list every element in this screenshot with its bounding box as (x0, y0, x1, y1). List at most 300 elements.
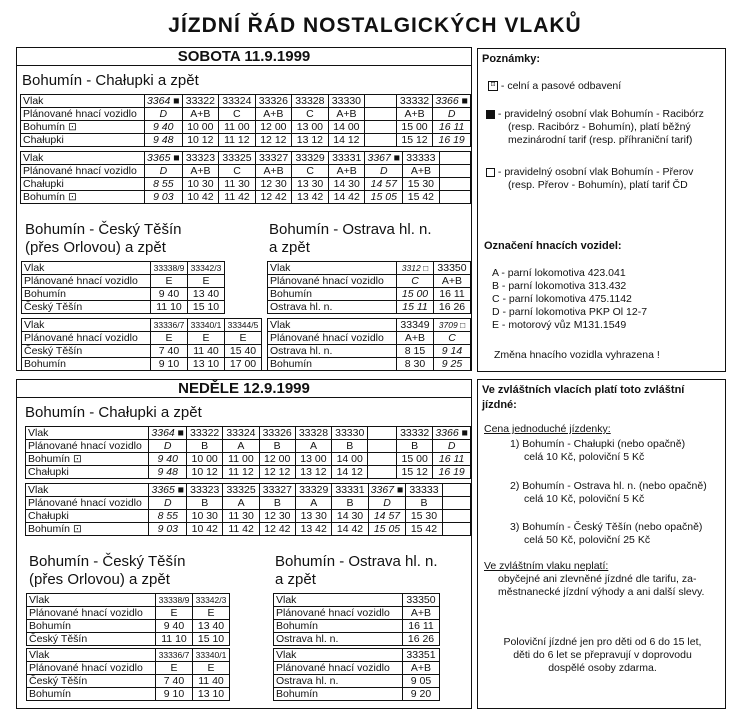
saturday-panel (16, 47, 472, 371)
table-cell: 15 10 (188, 301, 225, 314)
table-cell: 3366 ■ (433, 427, 471, 440)
saturday-header: SOBOTA 11.9.1999 (17, 48, 471, 66)
note-customs-text: - celní a pasové odbavení (500, 80, 622, 92)
table-cell: 14 12 (328, 134, 365, 147)
table-cell: E (156, 662, 193, 675)
invalid-heading: Ve zvláštním vlaku neplatí: (484, 560, 609, 572)
loco-b: B - parní lokomotiva 313.432 (492, 280, 627, 292)
table-cell: 13 12 (292, 134, 329, 147)
table-row (21, 134, 471, 147)
table-cell: 15 10 (193, 633, 230, 646)
note-prerov-line-2: (resp. Přerov - Bohumín), platí tarif ČD (508, 179, 688, 191)
table-cell: 33331 (328, 152, 365, 165)
table-cell: 33324 (223, 427, 259, 440)
fares-heading-2: jízdné: (482, 399, 517, 411)
table-cell: C (397, 275, 434, 288)
row-label-cell: Vlak (274, 649, 403, 662)
table-cell: 15 05 (368, 523, 406, 536)
table-cell: 12 12 (255, 134, 292, 147)
timetable (26, 593, 230, 646)
table-cell (442, 510, 470, 523)
table-cell (439, 152, 470, 165)
table-cell: A+B (434, 275, 471, 288)
sunday-panel (16, 379, 472, 709)
table-cell: C (292, 165, 329, 178)
table-cell: 33332 (396, 95, 433, 108)
row-label-cell: Bohumín (27, 620, 156, 633)
row-label-cell: Vlak (21, 152, 145, 165)
note-customs (486, 80, 621, 93)
row-label-cell: Český Těšín (22, 301, 151, 314)
table-cell: D (368, 497, 406, 510)
row-label-cell: Plánované hnací vozidlo (274, 607, 403, 620)
table-cell: A+B (396, 108, 433, 121)
table-cell: 33342/3 (188, 262, 225, 275)
row-label-cell: Bohumín ⊡ (21, 191, 145, 204)
row-label-cell: Český Těšín (27, 675, 156, 688)
table-cell: 10 12 (182, 134, 219, 147)
table-cell: 9 03 (149, 523, 187, 536)
table-row (274, 662, 440, 675)
table-cell: 33323 (182, 152, 219, 165)
table-cell: 33324 (219, 95, 256, 108)
table-cell: 33342/3 (193, 594, 230, 607)
row-label-cell: Ostrava hl. n. (268, 345, 397, 358)
table-cell (365, 108, 397, 121)
table-cell: 9 48 (149, 466, 187, 479)
table-row (26, 510, 471, 523)
table-cell: B (332, 440, 368, 453)
table-cell: 11 00 (223, 453, 259, 466)
fare-3-price: celá 50 Kč, poloviční 25 Kč (524, 534, 651, 546)
row-label-cell: Bohumín (22, 288, 151, 301)
note-regular-prerov (486, 166, 722, 192)
table-cell: 9 14 (434, 345, 471, 358)
row-label-cell: Vlak (26, 427, 149, 440)
sun-ostrava-heading-1: Bohumín - Ostrava hl. n. (275, 553, 438, 570)
table-cell: 33325 (219, 152, 256, 165)
table-cell: A+B (328, 108, 365, 121)
table-cell: 8 55 (145, 178, 183, 191)
timetable (273, 593, 440, 646)
table-cell: E (151, 275, 188, 288)
table-row (26, 440, 471, 453)
table-row (27, 675, 230, 688)
row-label-cell: Vlak (22, 319, 151, 332)
table-cell: D (365, 165, 403, 178)
table-cell: D (145, 165, 183, 178)
table-row (274, 688, 440, 701)
sat-tesin-heading-2: (přes Orlovou) a zpět (25, 239, 166, 256)
table-row (21, 165, 471, 178)
fares-heading-1: Ve zvláštních vlacích platí toto zvláštní (482, 384, 685, 396)
table-row (21, 152, 471, 165)
row-label-cell: Chałupki (26, 466, 149, 479)
table-cell: 14 12 (332, 466, 368, 479)
table-cell: 11 40 (193, 675, 230, 688)
table-cell: 33333 (403, 152, 440, 165)
note-prerov-line-1: - pravidelný osobní vlak Bohumín - Přerov (497, 166, 694, 178)
table-cell: A+B (403, 662, 440, 675)
table-cell: 10 30 (182, 178, 219, 191)
table-cell: 13 40 (188, 288, 225, 301)
half-fare-line-2: děti do 6 let se přepravují v doprovodu (513, 649, 692, 661)
table-cell: 11 42 (219, 191, 256, 204)
table-cell: 13 00 (295, 453, 331, 466)
table-cell: 3312 □ (397, 262, 434, 275)
table-cell: A+B (182, 108, 219, 121)
table-cell: E (193, 607, 230, 620)
table-cell: 11 12 (223, 466, 259, 479)
table-cell: E (151, 332, 188, 345)
timetable (21, 261, 225, 314)
table-cell: B (187, 497, 223, 510)
table-cell: 10 00 (182, 121, 219, 134)
fare-2-route: 2) Bohumín - Ostrava hl. n. (nebo opačně) (510, 480, 707, 492)
note-regular-racibórz (486, 108, 722, 147)
row-label-cell: Plánované hnací vozidlo (268, 332, 397, 345)
note-racibórz-line-1: - pravidelný osobní vlak Bohumín - Racibórz (497, 108, 704, 120)
table-cell (368, 453, 397, 466)
table-cell (368, 440, 397, 453)
table-cell (365, 95, 397, 108)
sun-ostrava-heading-2: a zpět (275, 571, 316, 588)
table-cell: 11 30 (223, 510, 259, 523)
table-cell: 15 42 (406, 523, 442, 536)
table-cell: 16 11 (434, 288, 471, 301)
table-cell: 11 00 (219, 121, 256, 134)
table-row (22, 358, 262, 371)
loco-heading: Označení hnacích vozidel: (484, 240, 622, 252)
table-cell: 3709 □ (434, 319, 471, 332)
table-row (21, 108, 471, 121)
table-cell: C (434, 332, 471, 345)
table-cell: 9 20 (403, 688, 440, 701)
fare-3 (510, 521, 702, 547)
table-cell: 33322 (182, 95, 219, 108)
loco-d: D - parní lokomotiva PKP Ol 12-7 (492, 306, 648, 318)
table-cell: 16 26 (403, 633, 440, 646)
table-cell: 9 48 (144, 134, 182, 147)
table-cell: 12 42 (259, 523, 295, 536)
timetable (20, 94, 471, 147)
table-cell: 7 40 (151, 345, 188, 358)
table-cell: 3364 ■ (144, 95, 182, 108)
table-cell: 12 12 (259, 466, 295, 479)
table-cell: 13 10 (193, 688, 230, 701)
sat-ostrava-heading-1: Bohumín - Ostrava hl. n. (269, 221, 432, 238)
table-cell: 16 11 (433, 121, 471, 134)
table-cell: 13 00 (292, 121, 329, 134)
table-cell: A (223, 497, 259, 510)
table-cell: 33333 (406, 484, 442, 497)
table-cell: 15 42 (403, 191, 440, 204)
note-racibórz-line-2: (resp. Racibórz - Bohumín), platí běžný (508, 121, 691, 133)
row-label-cell: Bohumín (274, 688, 403, 701)
table-cell: 11 40 (188, 345, 225, 358)
table-cell (442, 523, 470, 536)
table-cell: A (223, 440, 259, 453)
table-cell: 14 57 (365, 178, 403, 191)
table-cell: B (187, 440, 223, 453)
fare-3-route: 3) Bohumín - Český Těšín (nebo opačně) (510, 521, 703, 533)
row-label-cell: Ostrava hl. n. (268, 301, 397, 314)
table-cell: 9 05 (403, 675, 440, 688)
table-cell: D (433, 440, 471, 453)
table-row (268, 358, 471, 371)
table-cell: E (225, 332, 262, 345)
table-cell: 33349 (397, 319, 434, 332)
row-label-cell: Vlak (268, 262, 397, 275)
table-cell (439, 178, 470, 191)
table-cell: 17 00 (225, 358, 262, 371)
table-cell: 33326 (259, 427, 295, 440)
table-row (22, 301, 225, 314)
table-cell: B (259, 440, 295, 453)
table-row (21, 191, 471, 204)
timetable (25, 483, 471, 536)
table-cell: D (149, 440, 187, 453)
table-cell: 33330 (332, 427, 368, 440)
timetable (20, 151, 471, 204)
row-label-cell: Bohumín (268, 358, 397, 371)
table-cell: E (193, 662, 230, 675)
table-cell: 11 42 (223, 523, 259, 536)
table-cell: 12 00 (255, 121, 292, 134)
table-cell: B (406, 497, 442, 510)
table-cell: C (292, 108, 329, 121)
table-cell (368, 466, 397, 479)
table-cell: A+B (182, 165, 219, 178)
fares-subheading: Cena jednoduché jízdenky: (484, 423, 611, 435)
table-cell: A+B (403, 165, 440, 178)
row-label-cell: Bohumín ⊡ (21, 121, 145, 134)
fares-panel (477, 379, 726, 709)
table-row (26, 453, 471, 466)
table-cell: 15 30 (403, 178, 440, 191)
row-label-cell: Vlak (27, 649, 156, 662)
table-cell: 3367 ■ (365, 152, 403, 165)
table-row (22, 288, 225, 301)
table-cell: 16 11 (403, 620, 440, 633)
table-cell: 14 30 (332, 510, 368, 523)
row-label-cell: Český Těšín (27, 633, 156, 646)
half-fare-line-3: dospělé osoby zdarma. (548, 662, 657, 674)
loco-list (492, 267, 647, 332)
table-cell: 3365 ■ (145, 152, 183, 165)
table-cell: D (144, 108, 182, 121)
table-cell: 9 40 (144, 121, 182, 134)
fare-1 (510, 438, 685, 464)
table-cell: 9 10 (151, 358, 188, 371)
table-cell (442, 484, 470, 497)
table-cell: 33338/9 (156, 594, 193, 607)
sat-ostrava-heading-2: a zpět (269, 239, 310, 256)
fare-2-price: celá 10 Kč, poloviční 5 Kč (524, 493, 645, 505)
table-cell: 33325 (223, 484, 259, 497)
table-cell: 15 12 (397, 466, 433, 479)
half-fare-line-1: Poloviční jízdné jen pro děti od 6 do 15 let, (503, 636, 702, 648)
timetable (25, 426, 471, 479)
table-cell: 33331 (332, 484, 368, 497)
table-cell: 13 42 (296, 523, 332, 536)
note-racibórz-line-3: mezinárodní tarif (resp. příhraniční tarif) (508, 134, 693, 146)
table-row (26, 466, 471, 479)
table-row (274, 594, 440, 607)
table-cell: 33323 (187, 484, 223, 497)
table-cell: 11 30 (219, 178, 256, 191)
timetable (26, 648, 230, 701)
row-label-cell: Vlak (26, 484, 149, 497)
loco-a: A - parní lokomotiva 423.041 (492, 267, 626, 279)
table-row (22, 319, 262, 332)
table-row (26, 484, 471, 497)
timetable (273, 648, 440, 701)
table-cell: 9 40 (149, 453, 187, 466)
table-row (274, 620, 440, 633)
table-cell: 33329 (296, 484, 332, 497)
table-cell: 33327 (255, 152, 292, 165)
loco-e: E - motorový vůz M131.1549 (492, 319, 627, 331)
table-row (26, 497, 471, 510)
table-cell: 33336/7 (151, 319, 188, 332)
table-row (27, 688, 230, 701)
table-cell: 9 10 (156, 688, 193, 701)
row-label-cell: Vlak (21, 95, 145, 108)
table-cell: 3366 ■ (433, 95, 471, 108)
row-label-cell: Bohumín (268, 288, 397, 301)
table-cell: 15 11 (397, 301, 434, 314)
page-title: JÍZDNÍ ŘÁD NOSTALGICKÝCH VLAKŮ (168, 14, 582, 37)
table-row (268, 275, 471, 288)
table-cell: 33329 (292, 152, 329, 165)
table-cell: 12 30 (259, 510, 295, 523)
row-label-cell: Vlak (274, 594, 403, 607)
table-row (22, 332, 262, 345)
fare-2 (510, 480, 707, 506)
table-cell: 33336/7 (156, 649, 193, 662)
row-label-cell: Chałupki (26, 510, 149, 523)
customs-icon: ⊡ (488, 81, 498, 91)
table-cell: 9 40 (151, 288, 188, 301)
table-cell: 15 05 (365, 191, 403, 204)
table-cell: 13 42 (292, 191, 329, 204)
sunday-header: NEDĚLE 12.9.1999 (17, 380, 471, 398)
invalid-line-1: obyčejné ani zlevněné jízdné dle tarifu, za- (498, 573, 697, 585)
row-label-cell: Plánované hnací vozidlo (26, 497, 149, 510)
table-cell: 33326 (255, 95, 292, 108)
table-cell (365, 121, 397, 134)
row-label-cell: Plánované hnací vozidlo (268, 275, 397, 288)
table-row (268, 345, 471, 358)
table-cell: 13 30 (296, 510, 332, 523)
fare-1-price: celá 10 Kč, poloviční 5 Kč (524, 451, 645, 463)
loco-c: C - parní lokomotiva 475.1142 (492, 293, 632, 305)
notes-heading: Poznámky: (482, 53, 541, 65)
table-cell: 15 30 (406, 510, 442, 523)
row-label-cell: Chałupki (21, 134, 145, 147)
sat-tesin-heading-1: Bohumín - Český Těšín (25, 221, 182, 238)
table-row (274, 607, 440, 620)
table-cell: 33344/5 (225, 319, 262, 332)
table-cell: D (433, 108, 471, 121)
table-cell: B (259, 497, 295, 510)
table-cell: A+B (397, 332, 434, 345)
sun-tesin-heading-2: (přes Orlovou) a zpět (29, 571, 170, 588)
table-cell: 33350 (434, 262, 471, 275)
row-label-cell: Bohumín (274, 620, 403, 633)
table-cell: A+B (255, 165, 292, 178)
timetable (21, 318, 262, 371)
row-label-cell: Bohumín ⊡ (26, 523, 149, 536)
sun-tesin-heading-1: Bohumín - Český Těšín (29, 553, 186, 570)
table-cell: E (156, 607, 193, 620)
table-cell: 9 40 (156, 620, 193, 633)
table-cell: 10 42 (187, 523, 223, 536)
table-cell: 8 15 (397, 345, 434, 358)
table-cell: 16 11 (433, 453, 471, 466)
table-row (268, 262, 471, 275)
table-cell: 14 00 (332, 453, 368, 466)
table-cell: 10 42 (182, 191, 219, 204)
row-label-cell: Plánované hnací vozidlo (21, 108, 145, 121)
row-label-cell: Vlak (27, 594, 156, 607)
table-cell: 33328 (295, 427, 331, 440)
table-row (22, 275, 225, 288)
table-cell: 12 00 (259, 453, 295, 466)
table-cell (439, 191, 470, 204)
table-cell: B (397, 440, 433, 453)
table-cell: 10 12 (187, 466, 223, 479)
table-row (27, 649, 230, 662)
table-cell: 33351 (403, 649, 440, 662)
filled-square-icon (486, 110, 495, 119)
timetable (267, 318, 471, 371)
table-row (21, 121, 471, 134)
table-row (268, 319, 471, 332)
table-cell: C (219, 108, 256, 121)
table-cell: A (296, 497, 332, 510)
row-label-cell: Bohumín (27, 688, 156, 701)
table-cell: 33322 (187, 427, 223, 440)
table-cell: E (188, 275, 225, 288)
row-label-cell: Plánované hnací vozidlo (22, 275, 151, 288)
table-cell: 33330 (328, 95, 365, 108)
table-cell: 15 00 (396, 121, 433, 134)
table-cell (442, 497, 470, 510)
table-cell: 3365 ■ (149, 484, 187, 497)
table-cell: 10 00 (187, 453, 223, 466)
table-cell: 12 30 (255, 178, 292, 191)
table-cell: 33328 (292, 95, 329, 108)
row-label-cell: Bohumín (22, 358, 151, 371)
table-row (27, 607, 230, 620)
row-label-cell: Plánované hnací vozidlo (26, 440, 149, 453)
table-cell: 8 30 (397, 358, 434, 371)
table-row (268, 301, 471, 314)
table-row (22, 262, 225, 275)
loco-change-note: Změna hnacího vozidla vyhrazena ! (494, 349, 660, 361)
row-label-cell: Bohumín ⊡ (26, 453, 149, 466)
table-cell: 14 42 (328, 191, 365, 204)
invalid-section (484, 560, 704, 599)
table-cell: 13 40 (193, 620, 230, 633)
row-label-cell: Ostrava hl. n. (274, 675, 403, 688)
fare-1-route: 1) Bohumín - Chałupki (nebo opačně) (510, 438, 686, 450)
table-row (22, 345, 262, 358)
row-label-cell: Ostrava hl. n. (274, 633, 403, 646)
table-cell: 14 57 (368, 510, 406, 523)
